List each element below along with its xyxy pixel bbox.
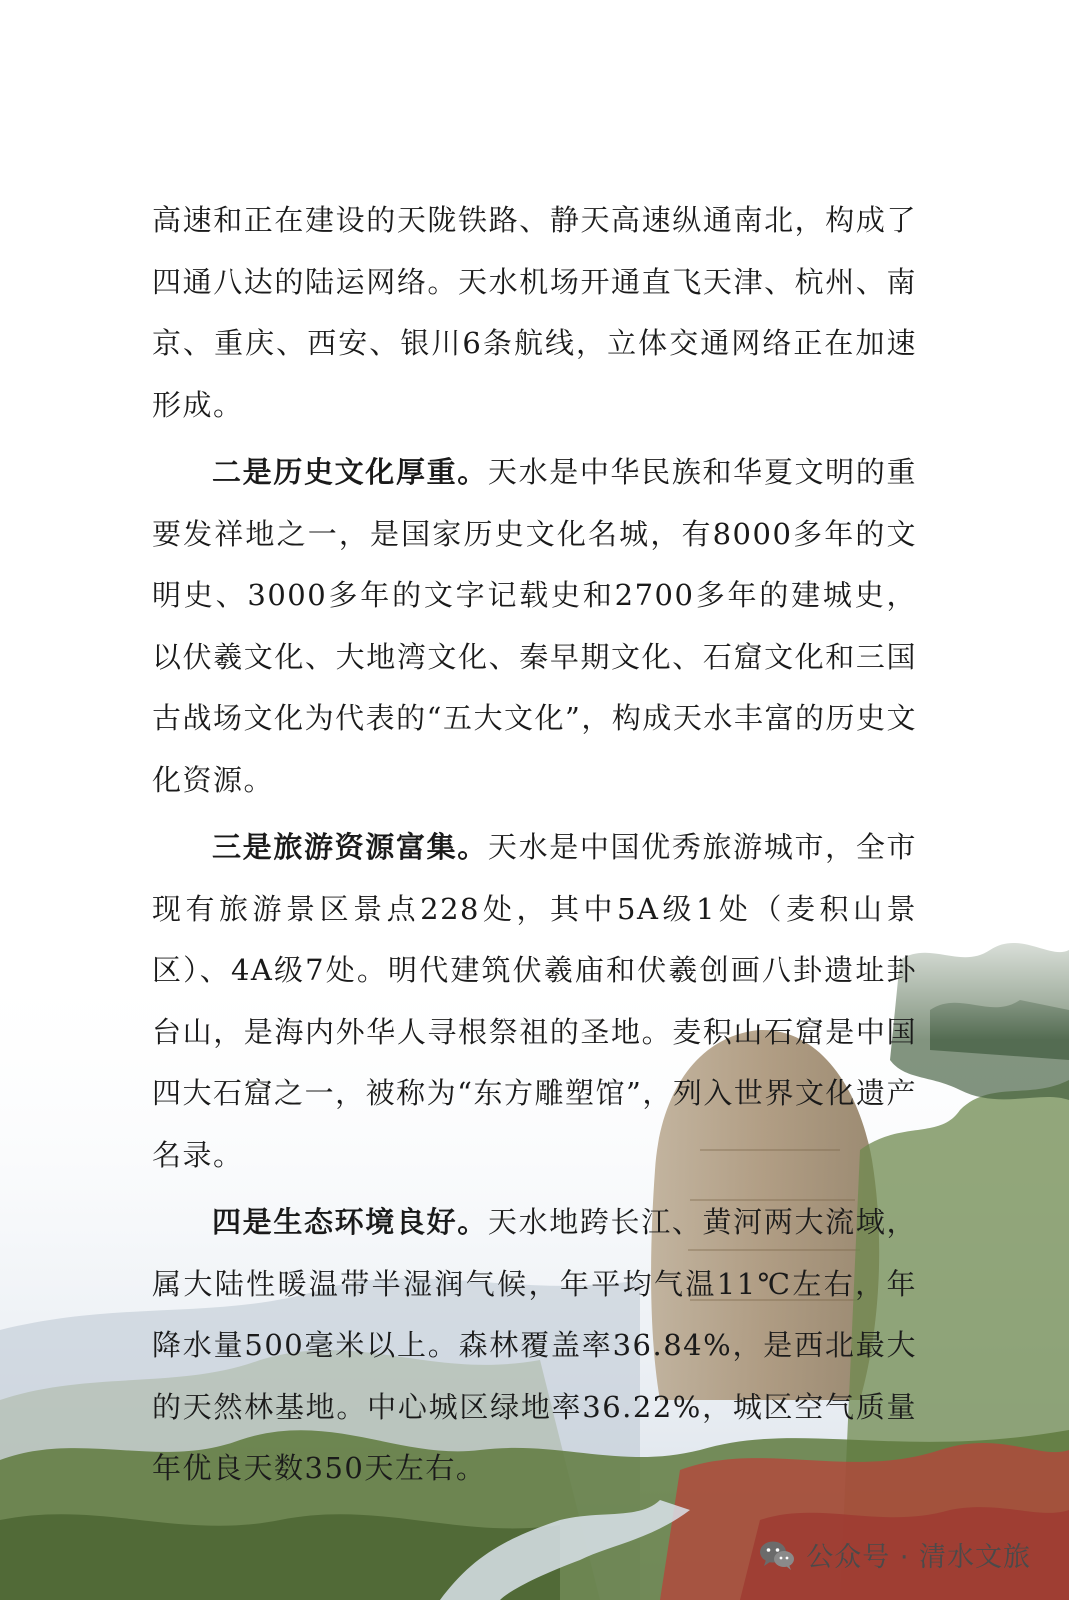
paragraph-history [152, 442, 917, 811]
paragraph-ecology [152, 1192, 917, 1500]
paragraph-history-heading: 二是历史文化厚重。 [212, 455, 488, 489]
paragraph-transport-body: 高速和正在建设的天陇铁路、静天高速纵通南北，构成了四通八达的陆运网络。天水机场开通直飞天津、杭州、南京、重庆、西安、银川6条航线，立体交通网络正在加速形成。 [152, 203, 917, 422]
paragraph-tourism-body: 天水是中国优秀旅游城市，全市现有旅游景区景点228处，其中5A级1处（麦积山景区）、4A级7处。明代建筑伏羲庙和伏羲创画八卦遗址卦台山，是海内外华人寻根祭祖的圣地。麦积山石窟是中国四大石窟之一，被称为“东方雕塑馆”，列入世界文化遗产名录。 [152, 830, 917, 1172]
article-body [152, 190, 917, 1500]
watermark [758, 1535, 1031, 1574]
paragraph-transport [152, 190, 917, 436]
paragraph-ecology-heading: 四是生态环境良好。 [212, 1205, 488, 1239]
paragraph-ecology-body: 天水地跨长江、黄河两大流域，属大陆性暖温带半湿润气候，年平均气温11℃左右，年降水量500毫米以上。森林覆盖率36.84%，是西北最大的天然林基地。中心城区绿地率36.22%，城区空气质量年优良天数350天左右。 [152, 1205, 917, 1485]
paragraph-tourism-heading: 三是旅游资源富集。 [212, 830, 488, 864]
paragraph-history-body: 天水是中华民族和华夏文明的重要发祥地之一，是国家历史文化名城，有8000多年的文明史、3000多年的文字记载史和2700多年的建城史，以伏羲文化、大地湾文化、秦早期文化、石窟文化和三国古战场文化为代表的“五大文化”，构成天水丰富的历史文化资源。 [152, 455, 917, 797]
paragraph-tourism [152, 817, 917, 1186]
wechat-icon [758, 1539, 796, 1571]
watermark-text: 公众号 · 清水文旅 [806, 1542, 1031, 1573]
